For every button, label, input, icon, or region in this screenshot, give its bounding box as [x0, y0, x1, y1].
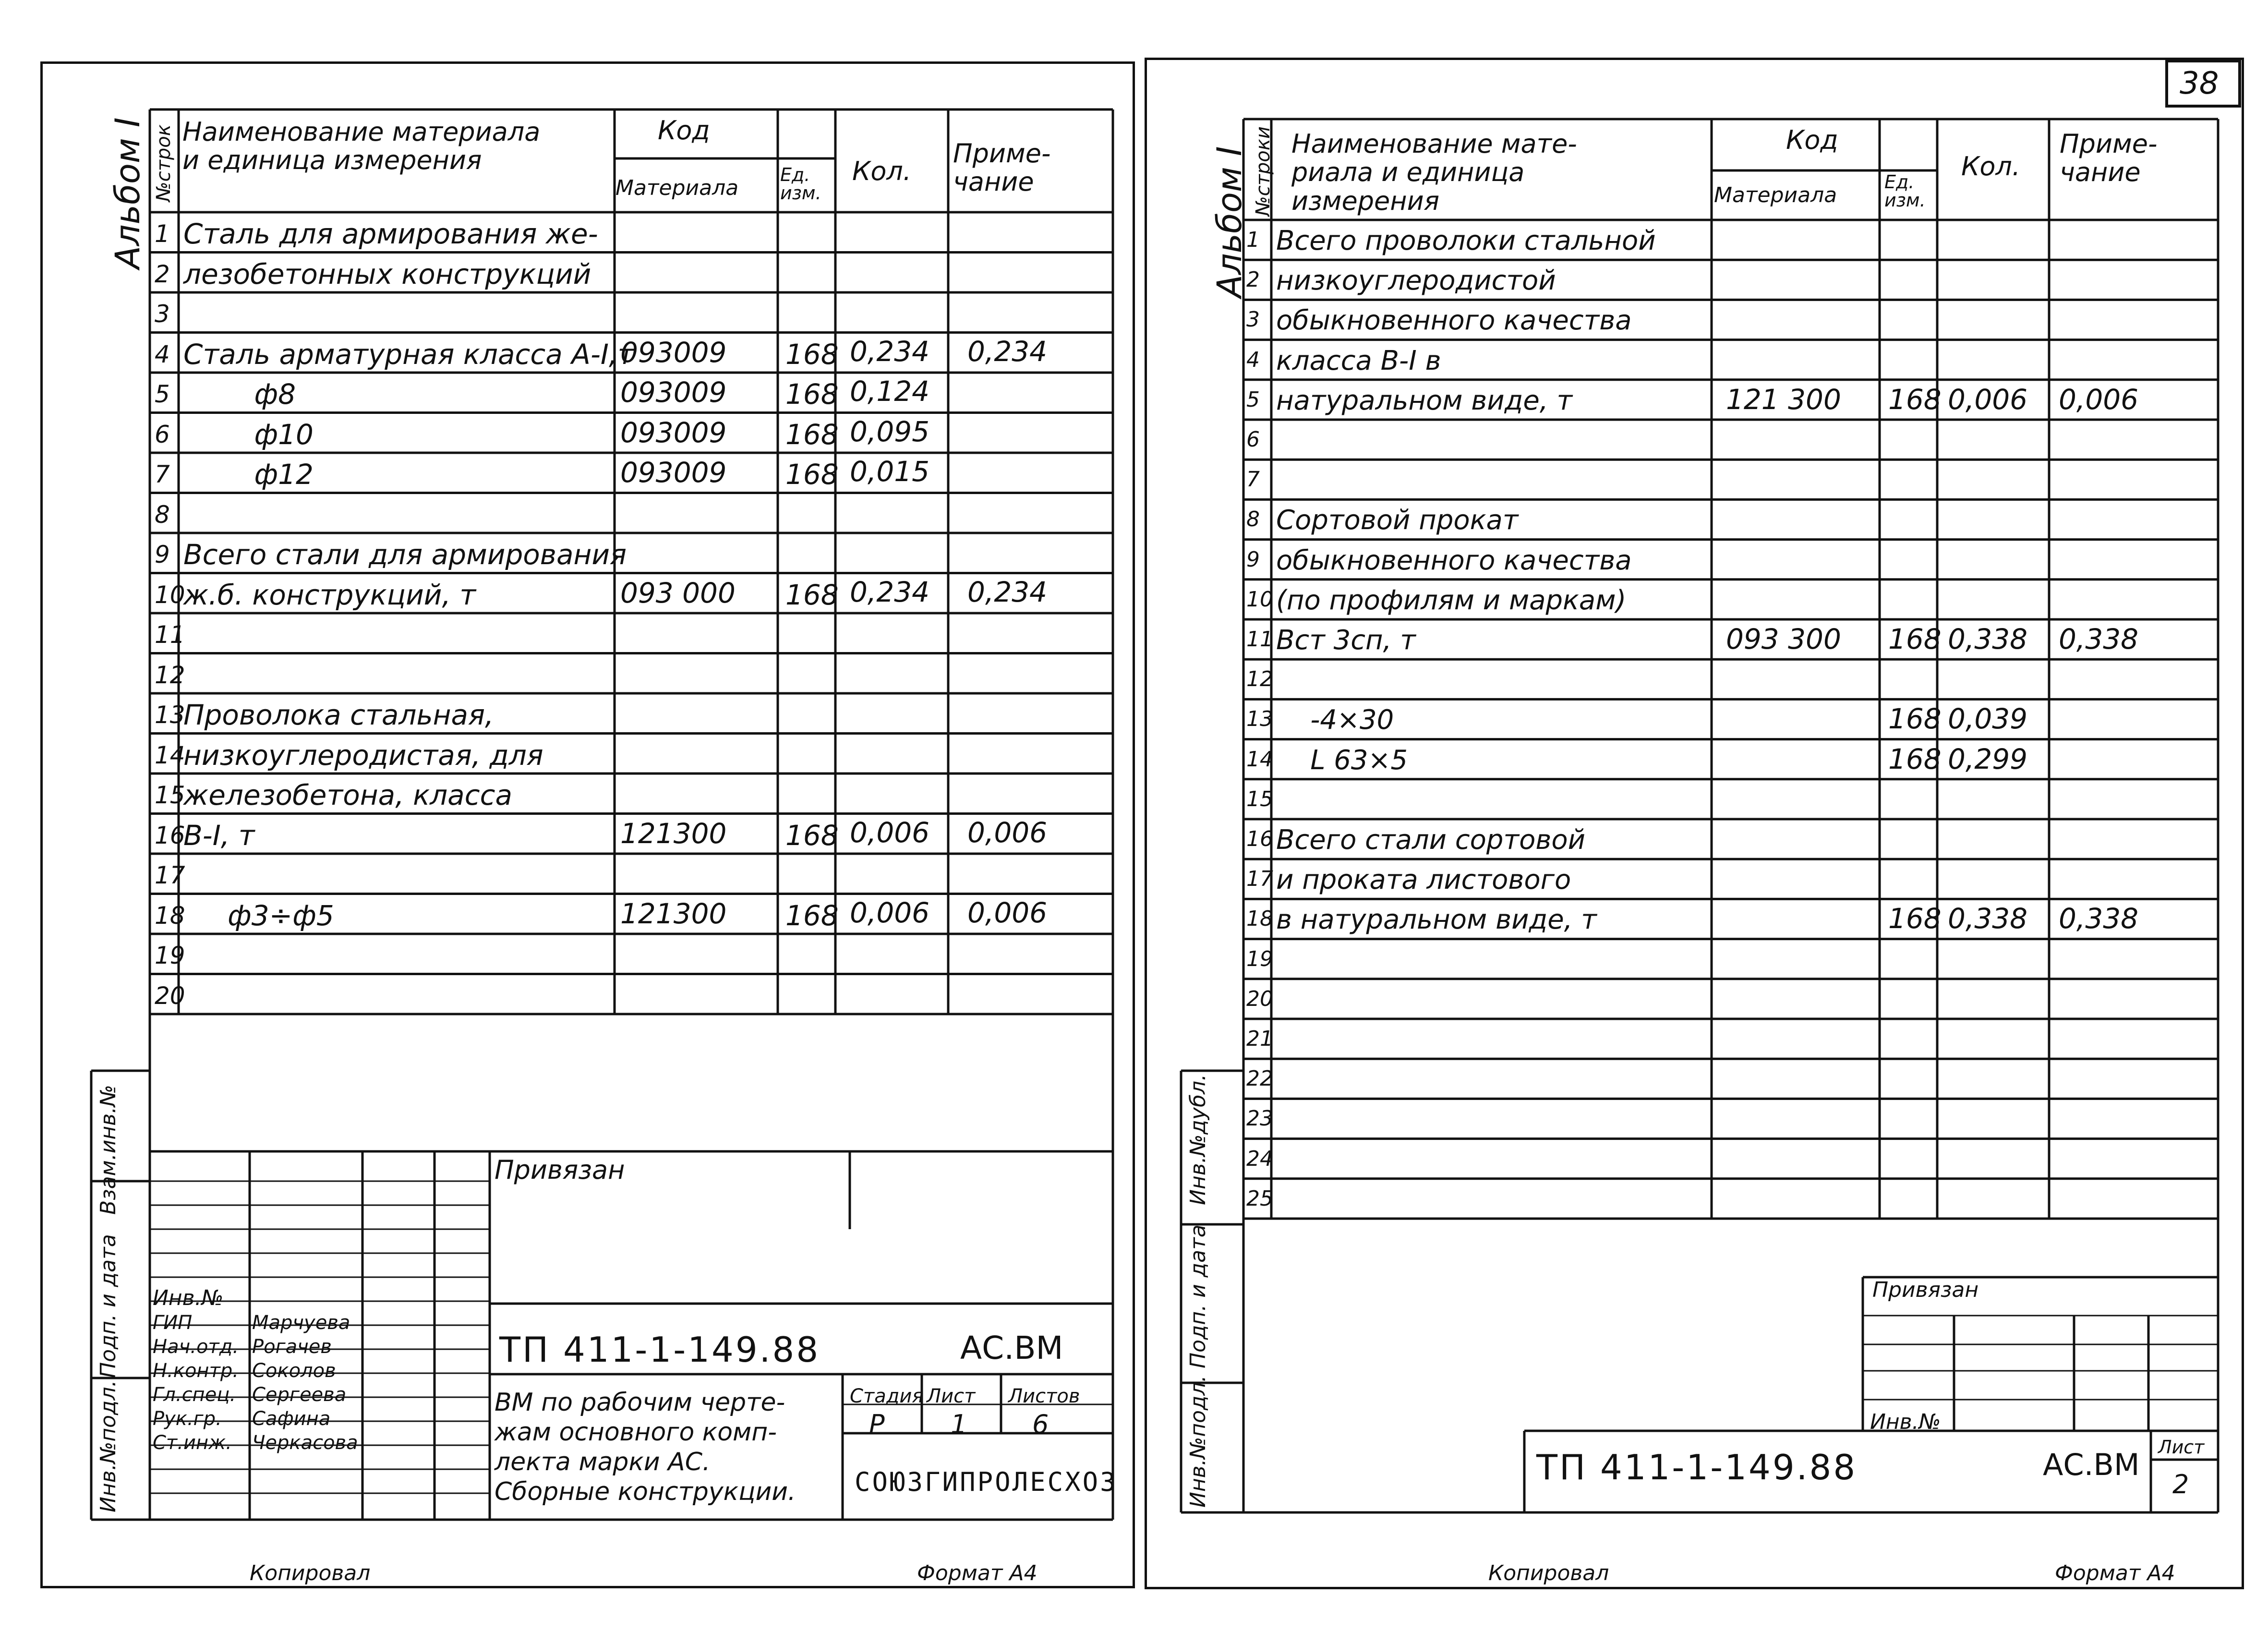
left-row-code: 093009 — [620, 376, 727, 409]
left-row-note: 0,006 — [967, 896, 1048, 929]
left-signature-name: Рогачев — [252, 1336, 332, 1358]
right-row-name: Вст 3сп, т — [1276, 625, 1416, 656]
right-inv-no: Инв.№ — [1870, 1410, 1941, 1434]
right-row-code: 093 300 — [1726, 623, 1841, 655]
left-row-number: 10 — [155, 580, 185, 609]
left-row-number: 17 — [155, 861, 185, 889]
right-row-name: Всего стали сортовой — [1276, 824, 1585, 856]
left-format-label: Формат А4 — [917, 1561, 1037, 1585]
right-album-label: Альбом I — [1210, 146, 1249, 298]
left-sheet-label: Лист — [927, 1385, 976, 1407]
left-row-code: 121300 — [620, 817, 727, 850]
left-row-name: лезобетонных конструкций — [183, 257, 591, 290]
right-row-number: 12 — [1246, 667, 1273, 692]
right-header-code: Код — [1786, 125, 1838, 155]
right-row-number: 4 — [1246, 347, 1260, 372]
left-header-rownum: №строк — [153, 124, 175, 202]
left-sheets-label: Листов — [1008, 1385, 1080, 1407]
right-row-number: 17 — [1246, 867, 1273, 892]
right-row-number: 6 — [1246, 427, 1260, 452]
left-row-name: железобетона, класса — [183, 779, 513, 811]
left-stage-label: Стадия — [850, 1385, 924, 1407]
left-row-number: 16 — [155, 821, 185, 849]
left-row-name: ф3÷ф5 — [183, 899, 334, 932]
right-row-name: Всего проволоки стальной — [1276, 225, 1656, 256]
left-row-number: 5 — [155, 380, 170, 408]
left-side-label-inv: Инв.№подл. — [96, 1380, 121, 1512]
right-row-note: 0,006 — [2059, 383, 2139, 416]
right-row-number: 7 — [1246, 467, 1260, 492]
right-row-note: 0,338 — [2059, 623, 2139, 655]
right-row-number: 13 — [1246, 707, 1273, 732]
left-signature-role: Нач.отд. — [153, 1336, 239, 1358]
left-row-qty: 0,015 — [850, 455, 930, 488]
right-row-name: обыкновенного качества — [1276, 305, 1632, 337]
right-row-unit: 168 — [1888, 623, 1942, 655]
right-header-qty: Кол. — [1961, 151, 2021, 181]
left-copied-label: Копировал — [250, 1561, 371, 1585]
left-title-line: Сборные конструкции. — [495, 1477, 796, 1506]
right-header-name: Наименование мате- риала и единица измерения — [1291, 129, 1577, 216]
right-row-number: 16 — [1246, 827, 1273, 851]
left-row-unit: 168 — [785, 899, 839, 932]
right-header-unit: Ед. изм. — [1884, 171, 1926, 211]
left-sheets: 6 — [1032, 1409, 1049, 1439]
right-row-number: 19 — [1246, 946, 1273, 971]
right-row-qty: 0,006 — [1948, 383, 2028, 416]
left-doc-mark: АС.ВМ — [960, 1330, 1063, 1366]
left-signature-name: Сафина — [252, 1408, 331, 1430]
right-row-number: 23 — [1246, 1106, 1273, 1131]
right-row-number: 11 — [1246, 627, 1273, 652]
right-row-qty: 0,338 — [1948, 623, 2028, 655]
left-signature-name: Соколов — [252, 1360, 336, 1382]
right-row-number: 2 — [1246, 267, 1260, 292]
left-row-unit: 168 — [785, 819, 839, 852]
right-row-number: 5 — [1246, 387, 1260, 412]
right-doc-mark: АС.ВМ — [2043, 1447, 2140, 1482]
left-row-unit: 168 — [785, 418, 839, 451]
left-signature-name: Сергеева — [252, 1384, 347, 1406]
left-row-name: низкоуглеродистая, для — [183, 738, 543, 772]
left-row-name: Сталь арматурная класса А-I,т — [183, 338, 634, 371]
right-row-note: 0,338 — [2059, 902, 2139, 935]
left-row-number: 15 — [155, 781, 185, 809]
right-row-number: 9 — [1246, 547, 1260, 572]
left-title-line: жам основного комп- — [495, 1418, 777, 1447]
right-copied-label: Копировал — [1488, 1561, 1609, 1585]
right-header-material: Материала — [1714, 183, 1837, 207]
right-row-number: 20 — [1246, 986, 1273, 1011]
left-row-code: 093009 — [620, 416, 727, 449]
left-row-number: 19 — [155, 942, 185, 969]
left-row-qty: 0,006 — [850, 896, 930, 929]
left-row-name: Проволока стальная, — [183, 699, 494, 731]
right-row-name: натуральном виде, т — [1276, 385, 1573, 416]
right-row-name: L 63×5 — [1276, 744, 1408, 776]
left-signature-role: ГИП — [153, 1312, 193, 1334]
left-row-code: 121300 — [620, 897, 727, 930]
left-row-number: 11 — [155, 621, 185, 649]
left-row-name: В-I, т — [183, 819, 255, 852]
left-side-label-replace: Взам.инв.№ — [96, 1085, 121, 1215]
left-row-name: ф12 — [183, 458, 314, 491]
left-row-qty: 0,234 — [850, 335, 930, 368]
left-row-number: 20 — [155, 981, 185, 1010]
right-row-number: 1 — [1246, 228, 1260, 252]
right-row-name: и проката листового — [1276, 864, 1571, 896]
left-signature-name: Черкасова — [252, 1432, 358, 1454]
left-header-name: Наименование материала и единица измерения — [182, 117, 541, 176]
right-row-number: 3 — [1246, 307, 1260, 332]
right-side-label-inv: Инв.№подл. — [1186, 1375, 1210, 1508]
right-row-name: обыкновенного качества — [1276, 544, 1632, 576]
right-row-qty: 0,039 — [1948, 702, 2028, 736]
left-header-material: Материала — [615, 176, 739, 200]
right-row-name: (по профилям и маркам) — [1276, 584, 1627, 616]
right-sheet-label: Лист — [2158, 1437, 2205, 1458]
page-number: 38 — [2180, 66, 2219, 101]
left-row-number: 2 — [155, 260, 170, 288]
left-row-number: 13 — [155, 701, 185, 729]
left-header-code: Код — [658, 115, 710, 145]
left-header-note: Приме- чание — [953, 138, 1051, 197]
left-row-unit: 168 — [785, 378, 839, 411]
left-title-line: ВМ по рабочим черте- — [495, 1388, 785, 1417]
left-row-code: 093 000 — [620, 576, 736, 609]
right-row-unit: 168 — [1888, 742, 1942, 775]
left-row-number: 4 — [155, 340, 170, 368]
right-row-unit: 168 — [1888, 383, 1942, 416]
left-doc-code: ТП 411-1-149.88 — [499, 1330, 820, 1370]
left-row-number: 1 — [155, 220, 170, 248]
right-privyazan: Привязан — [1872, 1278, 1979, 1302]
left-row-unit: 168 — [785, 458, 839, 491]
right-format-label: Формат А4 — [2055, 1561, 2175, 1585]
left-row-name: Всего стали для армирования — [183, 538, 627, 571]
left-row-name: ф8 — [183, 378, 296, 411]
left-row-note: 0,234 — [967, 335, 1048, 368]
left-row-number: 8 — [155, 500, 170, 529]
left-header-qty: Кол. — [852, 156, 912, 186]
right-row-number: 14 — [1246, 747, 1273, 772]
right-row-name: -4×30 — [1276, 704, 1394, 736]
left-row-number: 7 — [155, 460, 170, 488]
left-sheet: 1 — [951, 1409, 967, 1439]
right-header-note: Приме- чание — [2060, 129, 2158, 188]
left-row-code: 093009 — [620, 336, 727, 369]
right-row-number: 25 — [1246, 1186, 1273, 1211]
right-row-number: 8 — [1246, 507, 1260, 532]
left-row-number: 18 — [155, 901, 185, 930]
right-row-name: Сортовой прокат — [1276, 505, 1519, 536]
right-row-number: 24 — [1246, 1146, 1273, 1171]
right-side-label-signdate: Подп. и дата — [1186, 1224, 1210, 1368]
right-row-name: низкоуглеродистой — [1276, 265, 1556, 297]
left-title-line: лекта марки АС. — [495, 1448, 711, 1476]
right-row-number: 15 — [1246, 786, 1273, 811]
left-album-label: Альбом I — [108, 117, 147, 269]
right-side-label-dup: Инв.№дубл. — [1186, 1074, 1210, 1205]
right-row-number: 22 — [1246, 1066, 1273, 1091]
left-row-name: ф10 — [183, 418, 314, 451]
left-side-label-signdate: Подп. и дата — [96, 1234, 121, 1378]
left-privyazan: Привязан — [495, 1155, 625, 1185]
right-row-number: 21 — [1246, 1027, 1273, 1051]
left-row-number: 3 — [155, 300, 170, 328]
left-row-qty: 0,124 — [850, 375, 930, 408]
left-org-name: СОЮЗГИПРОЛЕСХОЗ — [855, 1467, 1118, 1497]
left-inv-no: Инв.№ — [153, 1286, 224, 1310]
left-row-unit: 168 — [785, 578, 839, 611]
left-row-note: 0,234 — [967, 575, 1048, 608]
left-header-unit: Ед. изм. — [780, 164, 821, 204]
right-row-qty: 0,338 — [1948, 902, 2028, 935]
left-row-number: 6 — [155, 420, 170, 448]
left-row-note: 0,006 — [967, 816, 1048, 849]
left-signature-role: Н.контр. — [153, 1360, 239, 1382]
right-row-name: в натуральном виде, т — [1276, 904, 1597, 936]
left-signature-role: Ст.инж. — [153, 1432, 232, 1454]
right-row-name: класса В-I в — [1276, 345, 1441, 376]
left-row-unit: 168 — [785, 338, 839, 371]
right-doc-code: ТП 411-1-149.88 — [1536, 1447, 1858, 1487]
left-signature-name: Марчуева — [252, 1312, 350, 1334]
left-row-qty: 0,095 — [850, 415, 930, 448]
right-sheet: 2 — [2172, 1469, 2189, 1499]
left-row-qty: 0,234 — [850, 575, 930, 608]
right-row-qty: 0,299 — [1948, 742, 2028, 775]
left-row-name: Сталь для армирования же- — [183, 218, 598, 250]
left-row-qty: 0,006 — [850, 816, 930, 849]
left-row-name: ж.б. конструкций, т — [183, 578, 476, 611]
left-row-number: 9 — [155, 541, 170, 568]
right-row-unit: 168 — [1888, 902, 1942, 935]
left-signature-role: Гл.спец. — [153, 1384, 236, 1406]
right-row-code: 121 300 — [1726, 383, 1841, 416]
left-row-number: 12 — [155, 661, 185, 689]
right-row-number: 10 — [1246, 587, 1273, 612]
left-stage: Р — [869, 1409, 885, 1439]
left-row-code: 093009 — [620, 456, 727, 489]
right-row-number: 18 — [1246, 907, 1273, 931]
right-header-rownum: №строки — [1252, 126, 1274, 216]
right-row-unit: 168 — [1888, 702, 1942, 736]
left-row-number: 14 — [155, 741, 185, 769]
left-signature-role: Рук.гр. — [153, 1408, 222, 1430]
